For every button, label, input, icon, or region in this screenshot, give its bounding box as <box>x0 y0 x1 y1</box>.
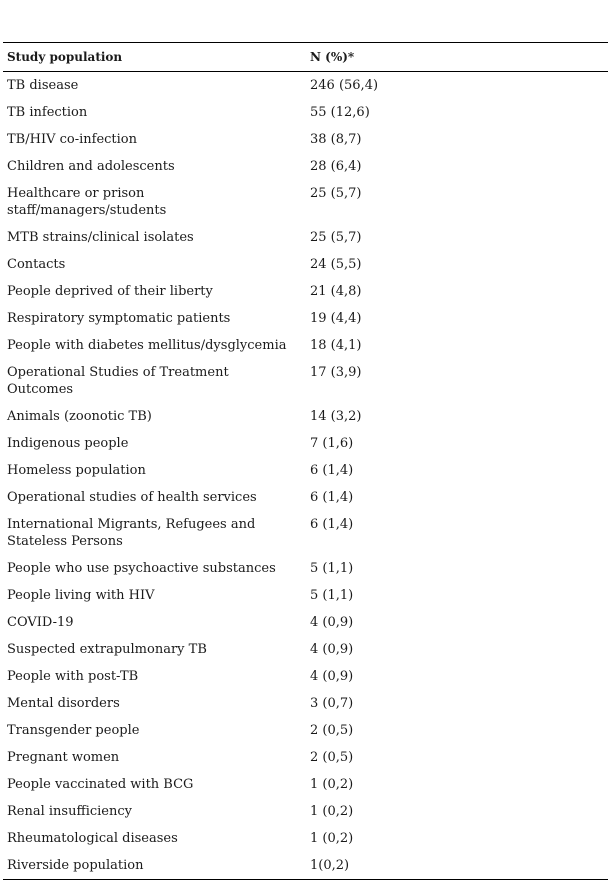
table-row <box>3 153 608 180</box>
population-cell: People living with HIV <box>7 588 155 603</box>
count-cell: 21 (4,8) <box>310 284 362 299</box>
table-row <box>3 636 608 663</box>
population-cell: Pregnant women <box>7 750 120 765</box>
count-cell: 4 (0,9) <box>310 669 354 684</box>
population-cell: Operational Studies of Treatment Outcomes <box>7 365 229 397</box>
count-cell: 4 (0,9) <box>310 642 354 657</box>
count-cell: 55 (12,6) <box>310 105 370 120</box>
count-cell: 1 (0,2) <box>310 831 354 846</box>
table-row <box>3 457 608 484</box>
study-population-table <box>3 42 608 880</box>
population-cell: International Migrants, Refugees and Stateless Persons <box>7 517 256 549</box>
table-row <box>3 430 608 457</box>
count-cell: 6 (1,4) <box>310 490 354 505</box>
count-cell: 6 (1,4) <box>310 517 354 532</box>
table-row <box>3 332 608 359</box>
count-cell: 1 (0,2) <box>310 777 354 792</box>
population-cell: People with post-TB <box>7 669 139 684</box>
population-cell: COVID-19 <box>7 615 74 630</box>
table-row <box>3 126 608 153</box>
table-row <box>3 771 608 798</box>
population-cell: Respiratory symptomatic patients <box>7 311 231 326</box>
population-cell: Animals (zoonotic TB) <box>7 409 152 424</box>
table-row <box>3 663 608 690</box>
population-cell: MTB strains/clinical isolates <box>7 230 194 245</box>
table-row <box>3 251 608 278</box>
header-study-population: Study population <box>7 50 123 64</box>
count-cell: 18 (4,1) <box>310 338 362 353</box>
table-row <box>3 484 608 511</box>
table-row <box>3 582 608 609</box>
population-cell: TB/HIV co-infection <box>7 132 137 147</box>
table-row <box>3 403 608 430</box>
table-row <box>3 278 608 305</box>
count-cell: 2 (0,5) <box>310 723 354 738</box>
count-cell: 4 (0,9) <box>310 615 354 630</box>
count-cell: 19 (4,4) <box>310 311 362 326</box>
population-cell: Operational studies of health services <box>7 490 257 505</box>
count-cell: 5 (1,1) <box>310 561 354 576</box>
table-row <box>3 717 608 744</box>
table-row <box>3 72 608 99</box>
table-row <box>3 555 608 582</box>
count-cell: 246 (56,4) <box>310 78 379 93</box>
count-cell: 7 (1,6) <box>310 436 354 451</box>
table-row <box>3 825 608 852</box>
population-cell: Indigenous people <box>7 436 129 451</box>
count-cell: 1(0,2) <box>310 858 350 873</box>
header-count: N (%)* <box>310 50 355 64</box>
population-cell: Rheumatological diseases <box>7 831 178 846</box>
table-body <box>3 72 608 879</box>
table-row <box>3 224 608 251</box>
population-cell: People vaccinated with BCG <box>7 777 194 792</box>
population-cell: Healthcare or prison staff/managers/students <box>7 186 167 218</box>
population-cell: Suspected extrapulmonary TB <box>7 642 207 657</box>
count-cell: 24 (5,5) <box>310 257 362 272</box>
population-cell: People who use psychoactive substances <box>7 561 276 576</box>
population-cell: TB disease <box>7 78 79 93</box>
table-row <box>3 852 608 879</box>
count-cell: 28 (6,4) <box>310 159 362 174</box>
count-cell: 14 (3,2) <box>310 409 362 424</box>
population-cell: TB infection <box>7 105 88 120</box>
count-cell: 1 (0,2) <box>310 804 354 819</box>
table-row <box>3 99 608 126</box>
population-cell: Contacts <box>7 257 66 272</box>
population-cell: Homeless population <box>7 463 146 478</box>
count-cell: 6 (1,4) <box>310 463 354 478</box>
count-cell: 2 (0,5) <box>310 750 354 765</box>
population-cell: People with diabetes mellitus/dysglycemia <box>7 338 287 353</box>
table-row <box>3 798 608 825</box>
table-row <box>3 511 608 555</box>
population-cell: Riverside population <box>7 858 144 873</box>
population-cell: People deprived of their liberty <box>7 284 213 299</box>
population-cell: Children and adolescents <box>7 159 175 174</box>
population-cell: Transgender people <box>7 723 140 738</box>
count-cell: 25 (5,7) <box>310 186 362 201</box>
table-header-row <box>3 43 608 71</box>
count-cell: 38 (8,7) <box>310 132 362 147</box>
table-row <box>3 359 608 403</box>
count-cell: 25 (5,7) <box>310 230 362 245</box>
count-cell: 3 (0,7) <box>310 696 354 711</box>
bottom-rule <box>3 879 608 880</box>
population-cell: Mental disorders <box>7 696 120 711</box>
table-row <box>3 180 608 224</box>
count-cell: 5 (1,1) <box>310 588 354 603</box>
table-row <box>3 690 608 717</box>
table-row <box>3 609 608 636</box>
table-row <box>3 305 608 332</box>
table-row <box>3 744 608 771</box>
population-cell: Renal insufficiency <box>7 804 132 819</box>
count-cell: 17 (3,9) <box>310 365 362 380</box>
